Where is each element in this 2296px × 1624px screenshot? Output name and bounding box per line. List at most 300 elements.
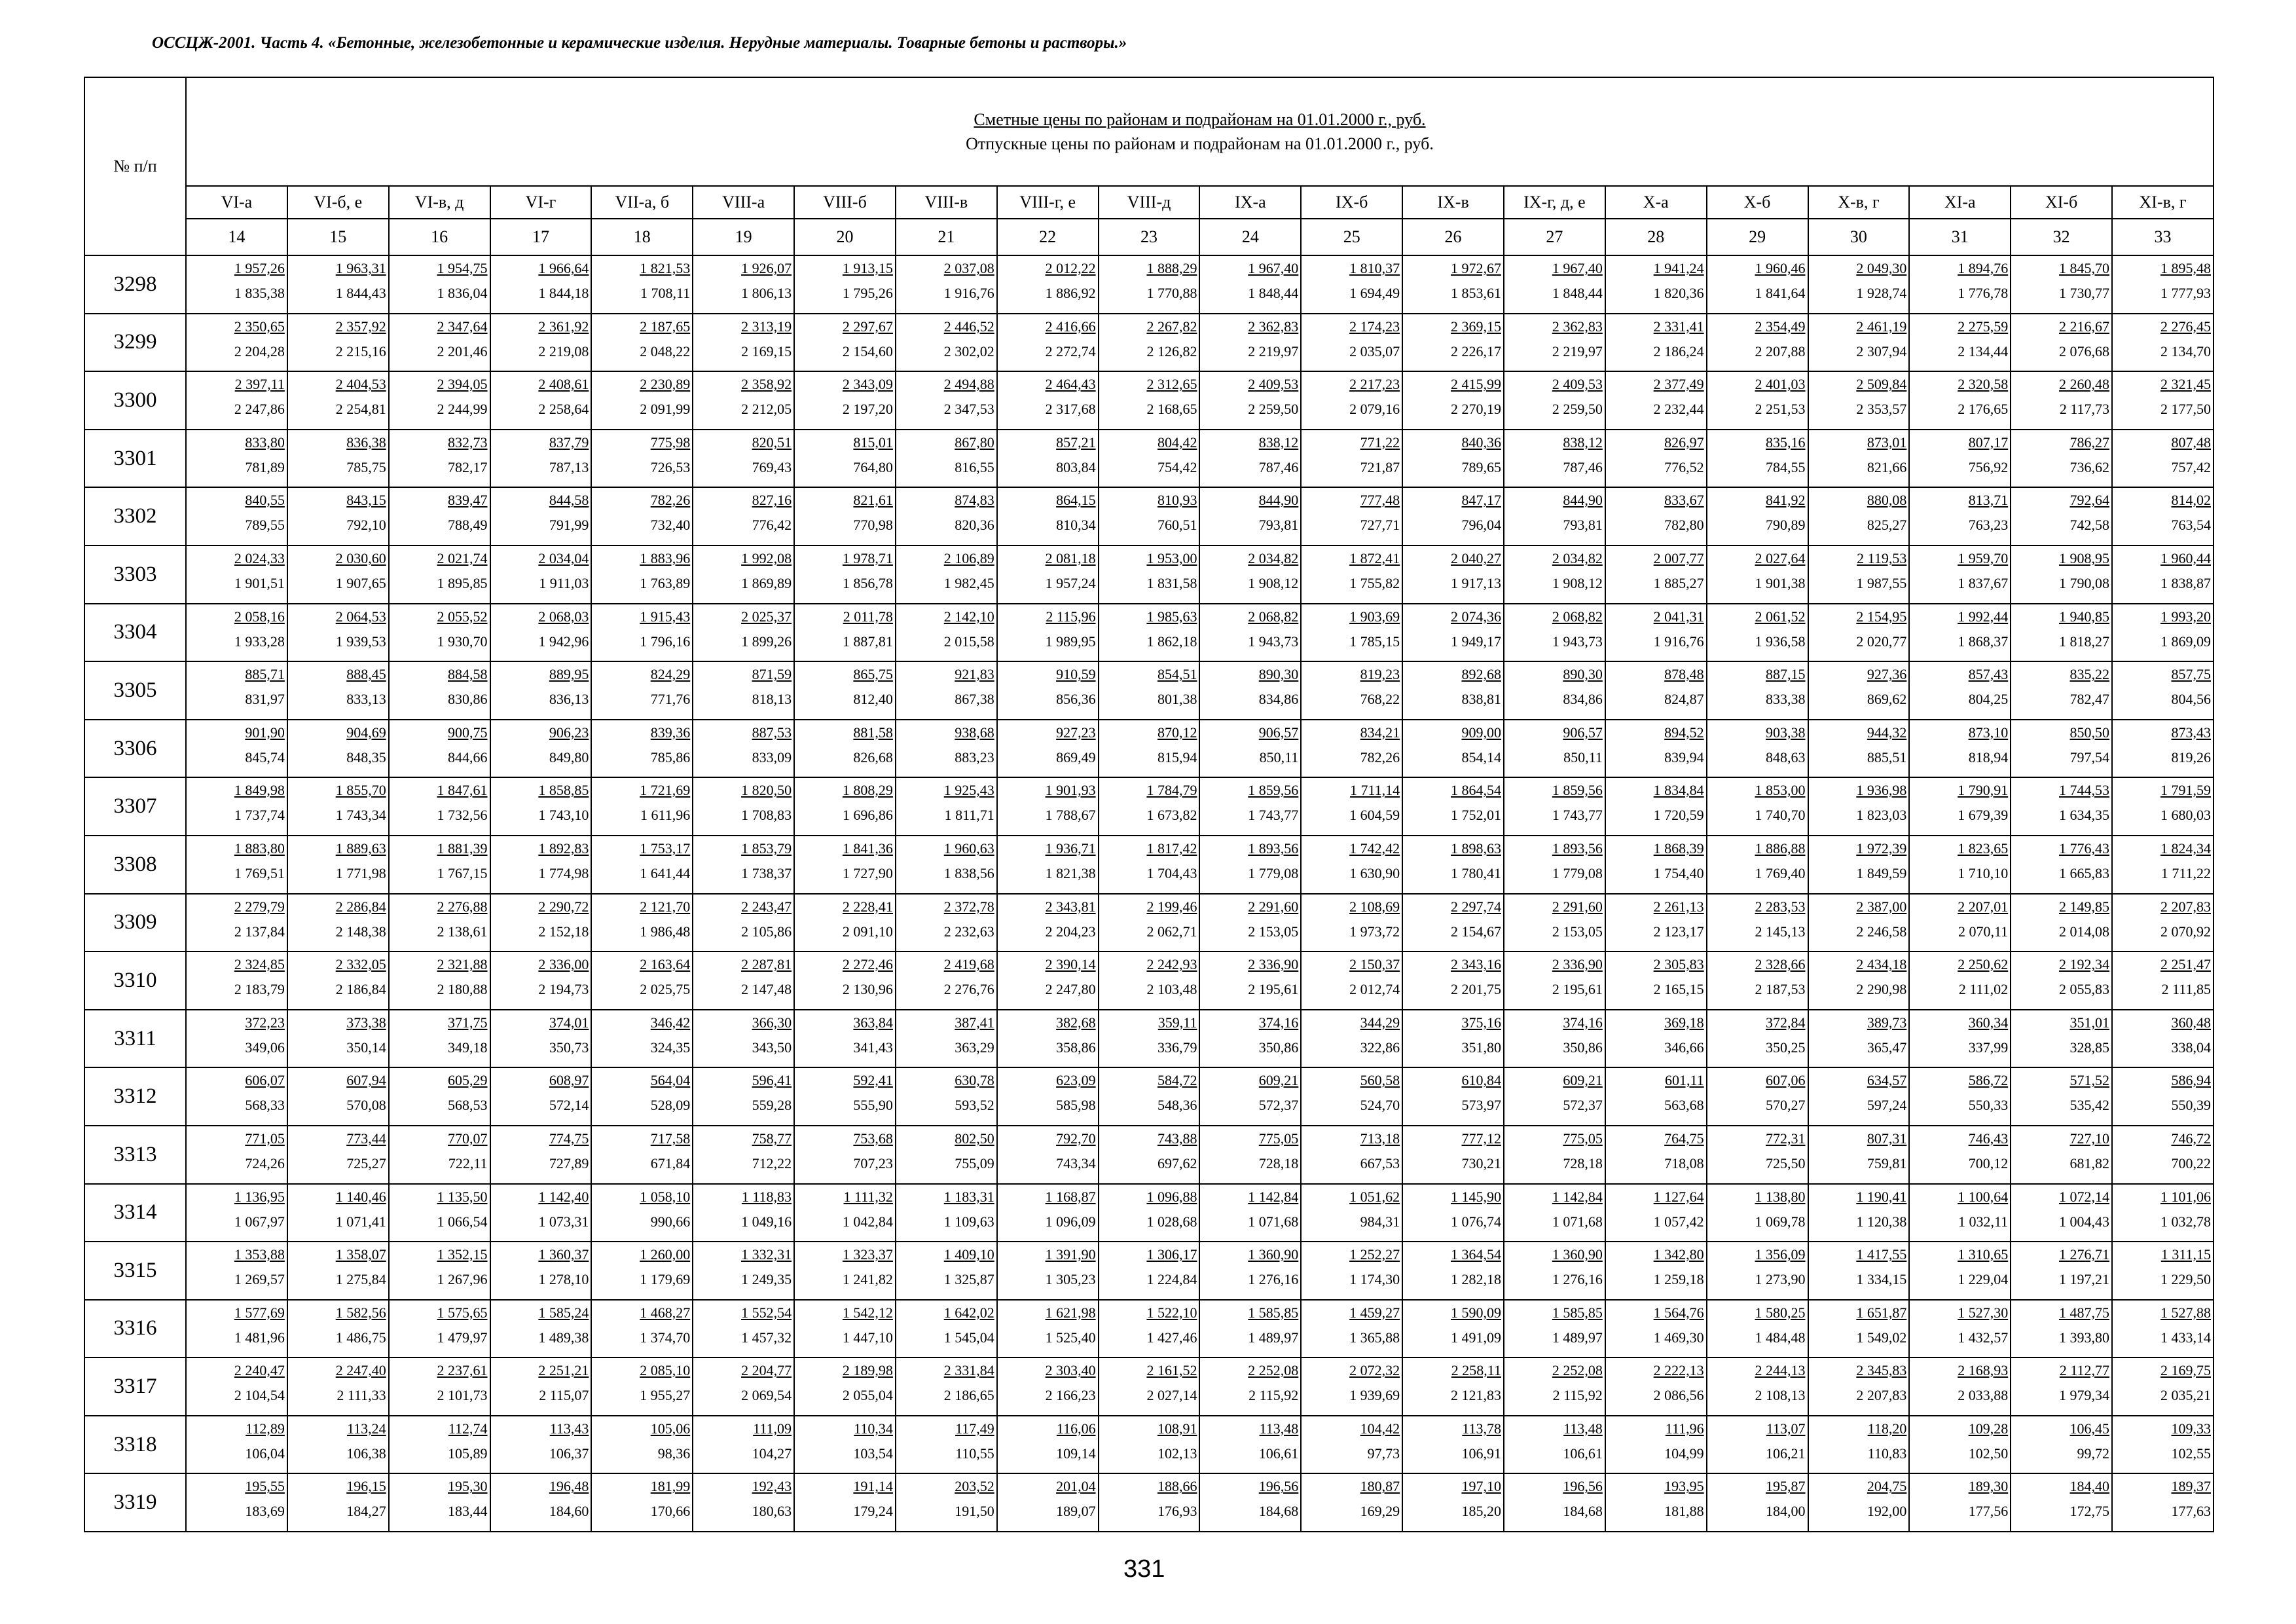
price-cell — [389, 604, 490, 662]
price-cell — [794, 604, 896, 662]
estimate-price: 389,73 — [1867, 1014, 1907, 1031]
estimate-price: 844,90 — [1563, 492, 1603, 509]
release-price: 1 986,48 — [640, 923, 691, 940]
price-cell — [2112, 604, 2214, 662]
estimate-price: 753,68 — [853, 1130, 893, 1147]
price-cell — [1099, 1473, 1200, 1532]
release-price: 1 943,73 — [1248, 633, 1299, 650]
release-price: 2 259,50 — [1248, 401, 1299, 418]
column-number: 29 — [1707, 219, 1808, 255]
table-row — [84, 604, 2214, 662]
release-price: 849,80 — [549, 748, 589, 766]
release-price: 1 868,37 — [1958, 633, 2009, 650]
release-price: 1 067,97 — [234, 1213, 285, 1230]
price-cell — [287, 1473, 389, 1532]
price-cell — [794, 777, 896, 836]
price-cell — [2112, 1184, 2214, 1242]
release-price: 177,56 — [1968, 1503, 2009, 1520]
release-price: 1 696,86 — [842, 807, 893, 824]
price-cell — [186, 1416, 287, 1474]
item-code: 3318 — [84, 1416, 186, 1474]
release-price: 1 491,09 — [1450, 1329, 1501, 1346]
release-price: 833,09 — [752, 748, 792, 766]
estimate-price: 1 903,69 — [1349, 608, 1400, 625]
price-cell — [997, 720, 1099, 778]
price-cell — [1301, 720, 1402, 778]
table-row — [84, 777, 2214, 836]
price-cell — [1402, 951, 1504, 1010]
release-price: 572,37 — [1563, 1097, 1603, 1114]
estimate-price: 560,58 — [1360, 1072, 1400, 1089]
release-price: 1 989,95 — [1045, 633, 1096, 650]
price-cell — [1099, 604, 1200, 662]
price-cell — [794, 314, 896, 372]
region-header: IX-б — [1301, 186, 1402, 219]
price-cell — [186, 951, 287, 1010]
estimate-price: 112,89 — [246, 1420, 285, 1437]
price-cell — [1504, 720, 1605, 778]
estimate-price: 1 190,41 — [1856, 1188, 1907, 1205]
estimate-price: 1 260,00 — [640, 1246, 691, 1263]
item-code: 3303 — [84, 545, 186, 604]
estimate-price: 204,75 — [1867, 1478, 1907, 1495]
region-header: X-в, г — [1808, 186, 1910, 219]
estimate-price: 839,36 — [650, 724, 691, 741]
release-price: 726,53 — [650, 458, 691, 475]
release-price: 2 353,57 — [1856, 401, 1907, 418]
estimate-price: 1 953,00 — [1146, 549, 1197, 566]
price-cell — [1504, 604, 1605, 662]
release-price: 1 982,45 — [943, 574, 994, 591]
estimate-price: 2 369,15 — [1450, 318, 1501, 335]
release-price: 1 848,44 — [1248, 285, 1299, 301]
price-cell — [1605, 545, 1707, 604]
column-number: 22 — [997, 219, 1099, 255]
price-cell — [2112, 777, 2214, 836]
release-price: 2 317,68 — [1045, 401, 1096, 418]
price-cell — [1808, 430, 1910, 488]
price-cell — [490, 951, 592, 1010]
price-cell — [389, 314, 490, 372]
item-code: 3309 — [84, 894, 186, 952]
estimate-price: 192,43 — [752, 1478, 792, 1495]
price-cell — [1605, 720, 1707, 778]
price-cell — [997, 487, 1099, 545]
estimate-price: 2 025,37 — [741, 608, 792, 625]
price-cell — [1605, 836, 1707, 894]
release-price: 2 069,54 — [741, 1387, 792, 1404]
price-cell — [1099, 314, 1200, 372]
price-cell — [1301, 836, 1402, 894]
estimate-price: 195,30 — [448, 1478, 488, 1495]
estimate-price: 2 279,79 — [234, 898, 285, 915]
release-price: 2 014,08 — [2059, 923, 2110, 940]
estimate-price: 2 291,60 — [1248, 898, 1299, 915]
price-cell — [490, 604, 592, 662]
estimate-price: 1 276,71 — [2059, 1246, 2110, 1263]
estimate-price: 885,71 — [245, 666, 285, 683]
table-row — [84, 545, 2214, 604]
item-code: 3307 — [84, 777, 186, 836]
release-price: 1 042,84 — [842, 1213, 893, 1230]
estimate-price: 2 230,89 — [640, 376, 691, 393]
release-price: 1 484,48 — [1755, 1329, 1806, 1346]
release-price: 770,98 — [853, 517, 893, 534]
estimate-price: 837,79 — [549, 434, 589, 451]
price-cell — [1402, 371, 1504, 430]
estimate-price: 2 055,52 — [437, 608, 488, 625]
release-price: 1 933,28 — [234, 633, 285, 650]
estimate-price: 880,08 — [1867, 492, 1907, 509]
release-price: 1 849,59 — [1856, 864, 1907, 881]
estimate-price: 2 199,46 — [1146, 898, 1197, 915]
estimate-price: 1 585,85 — [1552, 1304, 1603, 1321]
estimate-price: 840,55 — [245, 492, 285, 509]
price-cell — [2112, 545, 2214, 604]
estimate-price: 1 058,10 — [640, 1188, 691, 1205]
price-cell — [794, 1416, 896, 1474]
release-price: 350,86 — [1258, 1039, 1299, 1056]
estimate-price: 1 895,48 — [2160, 260, 2211, 276]
price-cell — [1301, 1010, 1402, 1068]
release-price: 563,68 — [1664, 1097, 1704, 1114]
price-cell — [1808, 1184, 1910, 1242]
column-number: 31 — [1909, 219, 2011, 255]
price-cell — [1301, 1357, 1402, 1416]
release-price: 2 062,71 — [1146, 923, 1197, 940]
estimate-price: 605,29 — [448, 1072, 488, 1089]
price-cell — [1402, 1067, 1504, 1126]
release-price: 2 197,20 — [842, 401, 893, 418]
release-price: 1 486,75 — [335, 1329, 386, 1346]
release-price: 1 837,67 — [1958, 574, 2009, 591]
price-cell — [1301, 545, 1402, 604]
release-price: 1 224,84 — [1146, 1271, 1197, 1288]
price-cell — [1301, 487, 1402, 545]
column-number: 25 — [1301, 219, 1402, 255]
release-price: 833,38 — [1766, 691, 1806, 708]
estimate-price: 351,01 — [2069, 1014, 2110, 1031]
release-price: 1 229,04 — [1958, 1271, 2009, 1288]
price-cell — [490, 720, 592, 778]
release-price: 789,65 — [1461, 458, 1501, 475]
estimate-price: 792,64 — [2069, 492, 2110, 509]
region-header-row — [84, 186, 2214, 219]
estimate-price: 2 192,34 — [2059, 956, 2110, 973]
price-cell — [1605, 1126, 1707, 1184]
estimate-price: 2 343,81 — [1045, 898, 1096, 915]
estimate-price: 2 328,66 — [1755, 956, 1806, 973]
estimate-price: 873,43 — [2171, 724, 2211, 741]
release-price: 1 771,98 — [335, 864, 386, 881]
price-cell — [2112, 1010, 2214, 1068]
release-price: 718,08 — [1664, 1154, 1704, 1172]
estimate-price: 1 985,63 — [1146, 608, 1197, 625]
release-price: 1 743,77 — [1248, 807, 1299, 824]
estimate-price: 2 251,21 — [538, 1362, 589, 1379]
release-price: 184,68 — [1563, 1503, 1603, 1520]
price-cell — [287, 1357, 389, 1416]
price-cell — [1504, 777, 1605, 836]
price-cell — [1402, 1416, 1504, 1474]
price-cell — [1199, 777, 1301, 836]
release-price: 1 174,30 — [1349, 1271, 1400, 1288]
release-price: 1 727,90 — [842, 864, 893, 881]
estimate-price: 1 252,27 — [1349, 1246, 1400, 1263]
estimate-price: 1 323,37 — [842, 1246, 893, 1263]
release-price: 793,81 — [1258, 517, 1299, 534]
price-cell — [287, 1067, 389, 1126]
column-number: 15 — [287, 219, 389, 255]
estimate-price: 1 101,06 — [2160, 1188, 2211, 1205]
estimate-price: 1 791,59 — [2160, 782, 2211, 799]
price-cell — [997, 661, 1099, 720]
price-cell — [896, 1010, 997, 1068]
estimate-price: 775,05 — [1563, 1130, 1603, 1147]
price-cell — [997, 371, 1099, 430]
release-price: 1 943,73 — [1552, 633, 1603, 650]
release-price: 2 207,83 — [1856, 1387, 1907, 1404]
release-price: 2 111,02 — [1958, 981, 2009, 998]
price-cell — [896, 1184, 997, 1242]
release-price: 2 115,92 — [1552, 1387, 1603, 1404]
price-cell — [794, 1357, 896, 1416]
estimate-price: 630,78 — [955, 1072, 994, 1089]
release-price: 1 790,08 — [2059, 574, 2110, 591]
release-price: 2 276,76 — [943, 981, 994, 998]
release-price: 1 818,27 — [2059, 633, 2110, 650]
estimate-price: 1 142,40 — [538, 1188, 589, 1205]
estimate-price: 610,84 — [1461, 1072, 1501, 1089]
price-cell — [2112, 1473, 2214, 1532]
item-code: 3310 — [84, 951, 186, 1010]
estimate-price: 833,67 — [1664, 492, 1704, 509]
release-price: 1 831,58 — [1146, 574, 1197, 591]
price-cell — [1808, 1242, 1910, 1300]
estimate-price: 1 859,56 — [1552, 782, 1603, 799]
estimate-price: 1 972,39 — [1856, 840, 1907, 857]
estimate-price: 108,91 — [1157, 1420, 1197, 1437]
estimate-price: 894,52 — [1664, 724, 1704, 741]
estimate-price: 1 967,40 — [1248, 260, 1299, 276]
estimate-price: 360,48 — [2171, 1014, 2211, 1031]
release-price: 787,46 — [1258, 458, 1299, 475]
price-cell — [287, 1416, 389, 1474]
release-price: 172,75 — [2069, 1503, 2110, 1520]
price-cell — [591, 1126, 693, 1184]
estimate-price: 1 590,09 — [1450, 1304, 1501, 1321]
release-price: 2 165,15 — [1653, 981, 1704, 998]
release-price: 824,87 — [1664, 691, 1704, 708]
price-cell — [2112, 1357, 2214, 1416]
release-price: 550,39 — [2171, 1097, 2211, 1114]
price-cell — [1099, 720, 1200, 778]
estimate-price: 1 409,10 — [943, 1246, 994, 1263]
release-price: 730,21 — [1461, 1154, 1501, 1172]
estimate-price: 746,72 — [2171, 1130, 2211, 1147]
price-cell — [389, 1416, 490, 1474]
estimate-price: 2 509,84 — [1856, 376, 1907, 393]
estimate-price: 382,68 — [1056, 1014, 1096, 1031]
item-code: 3317 — [84, 1357, 186, 1416]
price-cell — [1808, 1473, 1910, 1532]
release-price: 2 187,53 — [1755, 981, 1806, 998]
release-price: 2 091,10 — [842, 923, 893, 940]
release-price: 1 096,09 — [1045, 1213, 1096, 1230]
estimate-price: 2 494,88 — [943, 376, 994, 393]
release-price: 2 219,97 — [1248, 342, 1299, 360]
estimate-price: 857,75 — [2171, 666, 2211, 683]
estimate-price: 1 868,39 — [1653, 840, 1704, 857]
price-cell — [1909, 1010, 2011, 1068]
release-price: 2 153,05 — [1552, 923, 1603, 940]
release-price: 2 147,48 — [741, 981, 792, 998]
release-price: 2 121,83 — [1450, 1387, 1501, 1404]
estimate-price: 2 258,11 — [1451, 1362, 1501, 1379]
price-cell — [1605, 1184, 1707, 1242]
release-price: 98,36 — [657, 1445, 691, 1462]
estimate-price: 938,68 — [955, 724, 994, 741]
release-price: 336,79 — [1157, 1039, 1197, 1056]
release-price: 797,54 — [2069, 748, 2110, 766]
estimate-price: 857,21 — [1056, 434, 1096, 451]
estimate-price: 889,95 — [549, 666, 589, 683]
release-price: 867,38 — [955, 691, 994, 708]
table-row — [84, 1126, 2214, 1184]
price-cell — [1808, 1416, 1910, 1474]
price-cell — [1199, 604, 1301, 662]
price-cell — [1301, 314, 1402, 372]
estimate-price: 1 941,24 — [1653, 260, 1704, 276]
release-price: 788,49 — [448, 517, 488, 534]
estimate-price: 2 321,45 — [2160, 376, 2211, 393]
price-cell — [490, 371, 592, 430]
estimate-price: 1 992,08 — [741, 549, 792, 566]
release-price: 1 489,97 — [1552, 1329, 1603, 1346]
price-cell — [794, 661, 896, 720]
release-price: 2 219,08 — [538, 342, 589, 360]
table-row — [84, 1357, 2214, 1416]
price-cell — [1402, 1242, 1504, 1300]
release-price: 2 219,97 — [1552, 342, 1603, 360]
release-price: 2 166,23 — [1045, 1387, 1096, 1404]
price-cell — [2112, 1067, 2214, 1126]
estimate-price: 944,32 — [1867, 724, 1907, 741]
price-cell — [1808, 777, 1910, 836]
release-price: 1 754,40 — [1653, 864, 1704, 881]
release-price: 97,73 — [1367, 1445, 1400, 1462]
release-price: 1 393,80 — [2059, 1329, 2110, 1346]
price-cell — [1707, 604, 1808, 662]
price-cell — [287, 314, 389, 372]
table-row — [84, 430, 2214, 488]
price-cell — [1808, 894, 1910, 952]
release-price: 984,31 — [1360, 1213, 1400, 1230]
price-cell — [1402, 255, 1504, 314]
price-cell — [591, 1067, 693, 1126]
estimate-price: 113,78 — [1462, 1420, 1501, 1437]
release-price: 2 270,19 — [1450, 401, 1501, 418]
estimate-price: 2 283,53 — [1755, 898, 1806, 915]
release-price: 2 115,92 — [1248, 1387, 1299, 1404]
release-price: 324,35 — [650, 1039, 691, 1056]
price-cell — [1099, 371, 1200, 430]
price-cell — [896, 1126, 997, 1184]
price-cell — [896, 1242, 997, 1300]
estimate-price: 927,36 — [1867, 666, 1907, 683]
estimate-price: 2 037,08 — [943, 260, 994, 276]
release-price: 2 204,23 — [1045, 923, 1096, 940]
release-price: 810,34 — [1056, 517, 1096, 534]
release-price: 1 278,10 — [538, 1271, 589, 1288]
release-price: 2 194,73 — [538, 981, 589, 998]
release-price: 2 152,18 — [538, 923, 589, 940]
estimate-price: 2 313,19 — [741, 318, 792, 335]
estimate-price: 193,95 — [1664, 1478, 1704, 1495]
estimate-price: 881,58 — [853, 724, 893, 741]
release-price: 803,84 — [1056, 458, 1096, 475]
price-cell — [1707, 661, 1808, 720]
price-cell — [1402, 777, 1504, 836]
price-cell — [591, 1416, 693, 1474]
estimate-price: 2 115,96 — [1046, 608, 1096, 625]
release-price: 1 708,83 — [741, 807, 792, 824]
release-price: 1 611,96 — [640, 807, 691, 824]
estimate-price: 374,16 — [1563, 1014, 1603, 1031]
price-cell — [490, 1473, 592, 1532]
estimate-price: 772,31 — [1766, 1130, 1806, 1147]
estimate-price: 927,23 — [1056, 724, 1096, 741]
price-cell — [1099, 1067, 1200, 1126]
price-cell — [794, 255, 896, 314]
estimate-price: 203,52 — [955, 1478, 994, 1495]
release-price: 106,37 — [549, 1445, 589, 1462]
release-price: 1 796,16 — [640, 633, 691, 650]
estimate-price: 2 250,62 — [1958, 956, 2009, 973]
price-cell — [1402, 836, 1504, 894]
release-price: 1 743,10 — [538, 807, 589, 824]
price-cell — [1707, 487, 1808, 545]
region-header: VIII-д — [1099, 186, 1200, 219]
release-price: 2 027,14 — [1146, 1387, 1197, 1404]
estimate-price: 2 251,47 — [2160, 956, 2211, 973]
price-cell — [693, 255, 794, 314]
price-cell — [591, 1184, 693, 1242]
price-cell — [997, 1010, 1099, 1068]
header-row-title — [84, 77, 2214, 186]
price-cell — [1909, 894, 2011, 952]
release-price: 2 201,75 — [1450, 981, 1501, 998]
column-number: 16 — [389, 219, 490, 255]
price-cell — [591, 1300, 693, 1358]
price-cell — [1504, 545, 1605, 604]
price-cell — [1099, 951, 1200, 1010]
release-price: 550,33 — [1968, 1097, 2009, 1114]
price-cell — [2011, 1242, 2112, 1300]
estimate-price: 1 342,80 — [1653, 1246, 1704, 1263]
estimate-price: 2 072,32 — [1349, 1362, 1400, 1379]
price-cell — [1504, 1126, 1605, 1184]
estimate-price: 2 068,82 — [1248, 608, 1299, 625]
estimate-price: 2 394,05 — [437, 376, 488, 393]
price-cell — [1504, 314, 1605, 372]
release-price: 1 780,41 — [1450, 864, 1501, 881]
estimate-price: 850,50 — [2069, 724, 2110, 741]
price-cell — [2011, 1416, 2112, 1474]
price-cell — [1301, 894, 1402, 952]
estimate-price: 1 936,98 — [1856, 782, 1907, 799]
price-cell — [693, 487, 794, 545]
